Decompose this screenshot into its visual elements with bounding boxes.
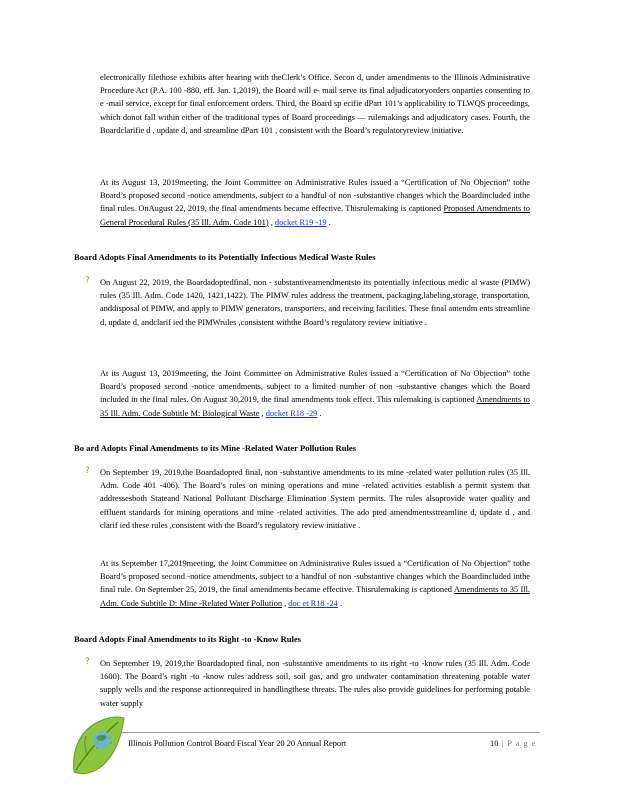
footer-divider: [120, 732, 540, 733]
bullet-text: On September 19, 2019,the Boardadopted final, non -substantive amendments to its right -to -know rules (35 Ill. Adm. Code 1600). The Board’s right -to -know rules address soil, soil gas, and gro undwater contamination threatening potable water supply wells and the response actionrequired in handlingthese threats. The rules also provide guidelines for performing potable water supply: [100, 659, 530, 708]
rulemaking-caption: Amendments to 35 Ill. Adm. Code Subtitle M: Biological Waste: [100, 395, 530, 418]
paragraph-end: .: [326, 217, 331, 227]
paragraph-end: .: [337, 598, 343, 608]
paragraph-part-101-summary: [100, 71, 530, 137]
docket-link-r18-24[interactable]: doc et R18 -24: [288, 598, 338, 608]
paragraph-jcar-pimw: [100, 367, 530, 420]
section-heading-right-to-know: Board Adopts Final Amendments to its Right -to -Know Rules: [74, 634, 302, 644]
leaf-logo-icon: [68, 714, 128, 776]
docket-link-r19-19[interactable]: docket R19 -19: [274, 217, 327, 227]
footer-page-number: [490, 739, 537, 748]
page-label: P a g e: [507, 739, 537, 748]
paragraph-jcar-general-rules: [100, 176, 530, 229]
caption-separator: ,: [282, 598, 289, 608]
caption-separator: ,: [268, 217, 275, 227]
bullet-right-to-know-amendments: [100, 657, 530, 710]
docket-link-r18-29[interactable]: docket R18 -29: [265, 408, 318, 418]
paragraph-jcar-mine-related: [100, 557, 530, 610]
paragraph-text: At its August 13, 2019meeting, the Joint Committee on Administrative Rules issued a “Certification of No Objection” tothe Board’s proposed second -notice amendments, subject to a handful of non -substantive changes which the Boardincluded inthe final rules. OnAugust 22, 2019, the final amendments became effective. Thisrulemaking is captioned: [100, 178, 530, 214]
paragraph-text: electronically filethose exhibits after hearing with theClerk’s Office. Secon d, under amendments to the Illinois Administrative Procedure Act (P.A. 100 -880, eff. Jan. 1,2019), the Board will e- mail serve its final adjudicatoryorders onparties consenting to e -mail service, except for final enforcement orders. Third, the Board sp ecifie dPart 101’s applicability to TLWQS proceedings, which donot fall within either of the traditional types of Board proceedings — rulemakings and adjudicatory cases. Fourth, the Boardclarifie d , update d, and streamline dPart 101 , consistent with the Board’s regulatoryreview initiative.: [100, 73, 530, 135]
bullet-text: On September 19, 2019,the Boardadopted final, non -substantive amendments to its mine -related water pollution rules (35 Ill. Adm. Code 401 -406). The Board’s rules on mining operations and mine -related activities establish a permit system that addressesboth Stateand National Pollutant Discharge Elimination System permits. The rules alsoprovide water quality and effluent standards for mining operations and mine -related activities. The ado pted amendmentsstreamline d, update d , and clarif ied these rules ,consistent with the Board’s regulatory review initiative .: [100, 468, 530, 530]
caption-separator: ,: [259, 408, 266, 418]
footer-report-title: Illinois Pollution Control Board Fiscal Year 20 20 Annual Report: [128, 739, 347, 748]
bullet-marker-icon: ?: [85, 466, 90, 476]
paragraph-text: At its September 17,2019meeting, the Joint Committee on Administrative Rules issued a “Certification of No Objection” tothe Board’s proposed second -notice amendments, subject to a handful of non -substantive changes which the Boardincluded inthe final rule. On September 25, 2019, the final amendments became effective. Thisrulemaking is captioned: [100, 559, 530, 595]
bullet-text: On August 22, 2019, the Boardadoptedfinal, non - substantiveamendmentsto its potentially infectious medic al waste (PIMW) rules (35 Ill. Adm. Code 1420, 1421,1422). The PIMW rules address the treatment, packaging,labeling,storage, transportation, anddisposal of PIMW, and apply to PIMW generators, transporters, and receiving facilities. These final amendm ents streamline d, update d, andclarif ied the PIMWrules ,consistent withthe Board’s regulatory review initiative .: [100, 278, 530, 327]
section-heading-pimw: Board Adopts Final Amendments to its Potentially Infectious Medical Waste Rules: [74, 252, 376, 262]
page-separator: |: [498, 739, 508, 748]
bullet-marker-icon: ?: [85, 276, 90, 286]
paragraph-text: At its August 13, 2019meeting, the Joint Committee on Administrative Rules issued a “Certification of No Objection” tothe Board’s proposed second -notice amendments, subject to a limited number of non -substantive changes which the Board included in the final rules. On August 30,2019, the final amendments took effect. This rulemaking is captioned: [100, 369, 530, 405]
bullet-mine-related-amendments: [100, 466, 530, 532]
paragraph-end: .: [317, 408, 322, 418]
rulemaking-caption: Amendments to 35 Ill. Adm. Code Subtitle D: Mine -Related Water Pollution: [100, 585, 531, 608]
bullet-marker-icon: ?: [85, 657, 90, 667]
rulemaking-caption: Proposed Amendments to General Procedural Rules (35 Ill. Adm. Code 101): [100, 204, 530, 227]
section-heading-mine-related: Bo ard Adopts Final Amendments to its Mine -Related Water Pollution Rules: [74, 443, 357, 453]
bullet-pimw-amendments: [100, 276, 530, 329]
page-number: 10: [490, 739, 499, 748]
